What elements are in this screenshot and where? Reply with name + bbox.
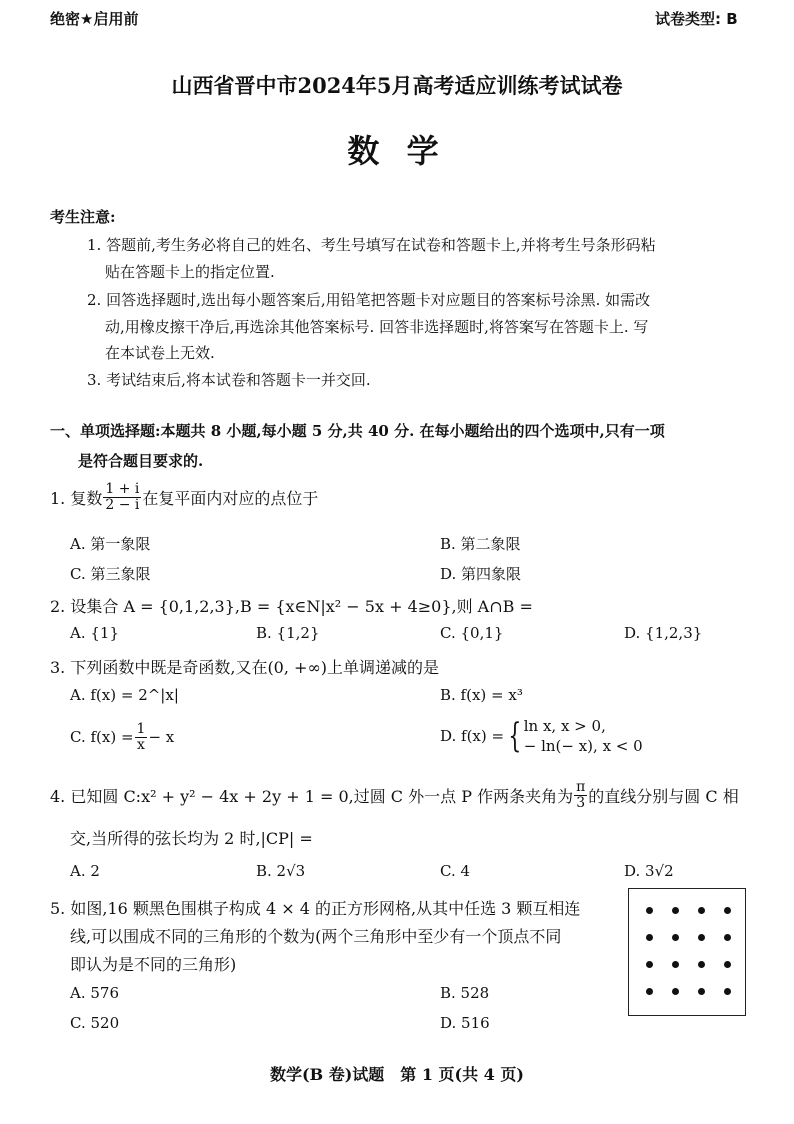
go-stone	[698, 907, 705, 914]
q2-option-a: A. {1}	[70, 624, 119, 642]
go-stone	[672, 961, 679, 968]
question-5-stem: 5. 如图,16 颗黑色围棋子构成 4 × 4 的正方形网格,从其中任选 3 颗互相连	[50, 899, 581, 918]
exam-title: 山西省晋中市2024年5月高考适应训练考试试卷	[171, 73, 623, 98]
q3-option-b: B. f(x) = x³	[440, 686, 523, 704]
go-stone	[698, 961, 705, 968]
question-1-stem: 1. 复数 $\frac{1 + i}{2 - i}$ 在复平面内对应的点位于	[50, 481, 319, 513]
left-brace-icon: {	[508, 716, 522, 757]
go-stone	[724, 934, 731, 941]
go-stone	[646, 988, 653, 995]
secret-label: 绝密★启用前	[50, 10, 139, 28]
fraction: $\frac{1 + i}{2 - i}$	[105, 481, 140, 513]
notice-line: 在本试卷上无效.	[105, 344, 215, 362]
question-5-stem-cont: 线,可以围成不同的三角形的个数为(两个三角形中至少有一个顶点不同	[70, 927, 562, 946]
go-stone	[646, 934, 653, 941]
page-footer: 数学(B 卷)试题 第 1 页(共 4 页)	[270, 1065, 524, 1084]
question-3-stem: 3. 下列函数中既是奇函数,又在(0, +∞)上单调递减的是	[50, 658, 440, 677]
go-stone	[672, 907, 679, 914]
go-stone	[698, 988, 705, 995]
go-stone	[724, 988, 731, 995]
notice-line: 3. 考试结束后,将本试卷和答题卡一并交回.	[87, 371, 371, 389]
section-heading-cont: 是符合题目要求的.	[78, 452, 204, 470]
q2-option-c: C. {0,1}	[440, 624, 504, 642]
notice-line: 贴在答题卡上的指定位置.	[105, 263, 275, 281]
q1-option-c: C. 第三象限	[70, 565, 151, 583]
q5-option-c: C. 520	[70, 1014, 120, 1032]
q1-option-d: D. 第四象限	[440, 565, 522, 583]
section-heading: 一、单项选择题:本题共 8 小题,每小题 5 分,共 40 分. 在每小题给出的四个选项中,只有一项	[50, 422, 665, 440]
question-5-stem-cont: 即认为是不同的三角形)	[70, 955, 237, 974]
go-stone	[724, 907, 731, 914]
q5-option-a: A. 576	[70, 984, 119, 1002]
q5-option-b: B. 528	[440, 984, 490, 1002]
q4-option-a: A. 2	[70, 862, 100, 880]
question-2-stem: 2. 设集合 A = {0,1,2,3},B = {x∈N|x² − 5x + 4≥0},则 A∩B =	[50, 597, 533, 616]
q3-option-a: A. f(x) = 2^|x|	[70, 686, 179, 704]
go-stone	[672, 934, 679, 941]
go-stone	[646, 961, 653, 968]
go-stone	[672, 988, 679, 995]
subject-title: 数 学	[347, 132, 447, 170]
go-stone	[646, 907, 653, 914]
notice-line: 2. 回答选择题时,选出每小题答案后,用铅笔把答题卡对应题目的答案标号涂黑. 如需改	[87, 291, 651, 309]
stone-grid-figure	[628, 888, 746, 1016]
notice-heading: 考生注意:	[50, 208, 116, 226]
fraction: $\frac{1}{x}$	[136, 721, 146, 753]
notice-line: 动,用橡皮擦干净后,再选涂其他答案标号. 回答非选择题时,将答案写在答题卡上. 写	[105, 318, 649, 336]
q2-option-b: B. {1,2}	[256, 624, 320, 642]
q4-option-d: D. 3√2	[624, 862, 674, 880]
q4-option-c: C. 4	[440, 862, 471, 880]
paper-type-label: 试卷类型: B	[655, 10, 738, 28]
question-4-stem-cont: 交,当所得的弦长均为 2 时,|CP| =	[70, 829, 313, 848]
notice-line: 1. 答题前,考生务必将自己的姓名、考生号填写在试卷和答题卡上,并将考生号条形码粘	[87, 236, 656, 254]
go-stone	[698, 934, 705, 941]
piecewise-cases: ln x, x > 0, − ln(− x), x < 0	[523, 717, 643, 756]
q4-option-b: B. 2√3	[256, 862, 306, 880]
go-stone	[724, 961, 731, 968]
q3-option-d: D. f(x) = { ln x, x > 0, − ln(− x), x < 0	[440, 716, 643, 757]
q3-option-c: C. f(x) = $\frac{1}{x}$ − x	[70, 721, 175, 753]
q1-option-a: A. 第一象限	[70, 535, 151, 553]
q5-option-d: D. 516	[440, 1014, 490, 1032]
fraction: $\frac{\pi}{3}$	[576, 779, 586, 811]
q1-option-b: B. 第二象限	[440, 535, 521, 553]
question-4-stem: 4. 已知圆 C:x² + y² − 4x + 2y + 1 = 0,过圆 C 外一点 P 作两条夹角为 $\frac{\pi}{3}$ 的直线分别与圆 C 相	[50, 779, 739, 811]
q2-option-d: D. {1,2,3}	[624, 624, 703, 642]
